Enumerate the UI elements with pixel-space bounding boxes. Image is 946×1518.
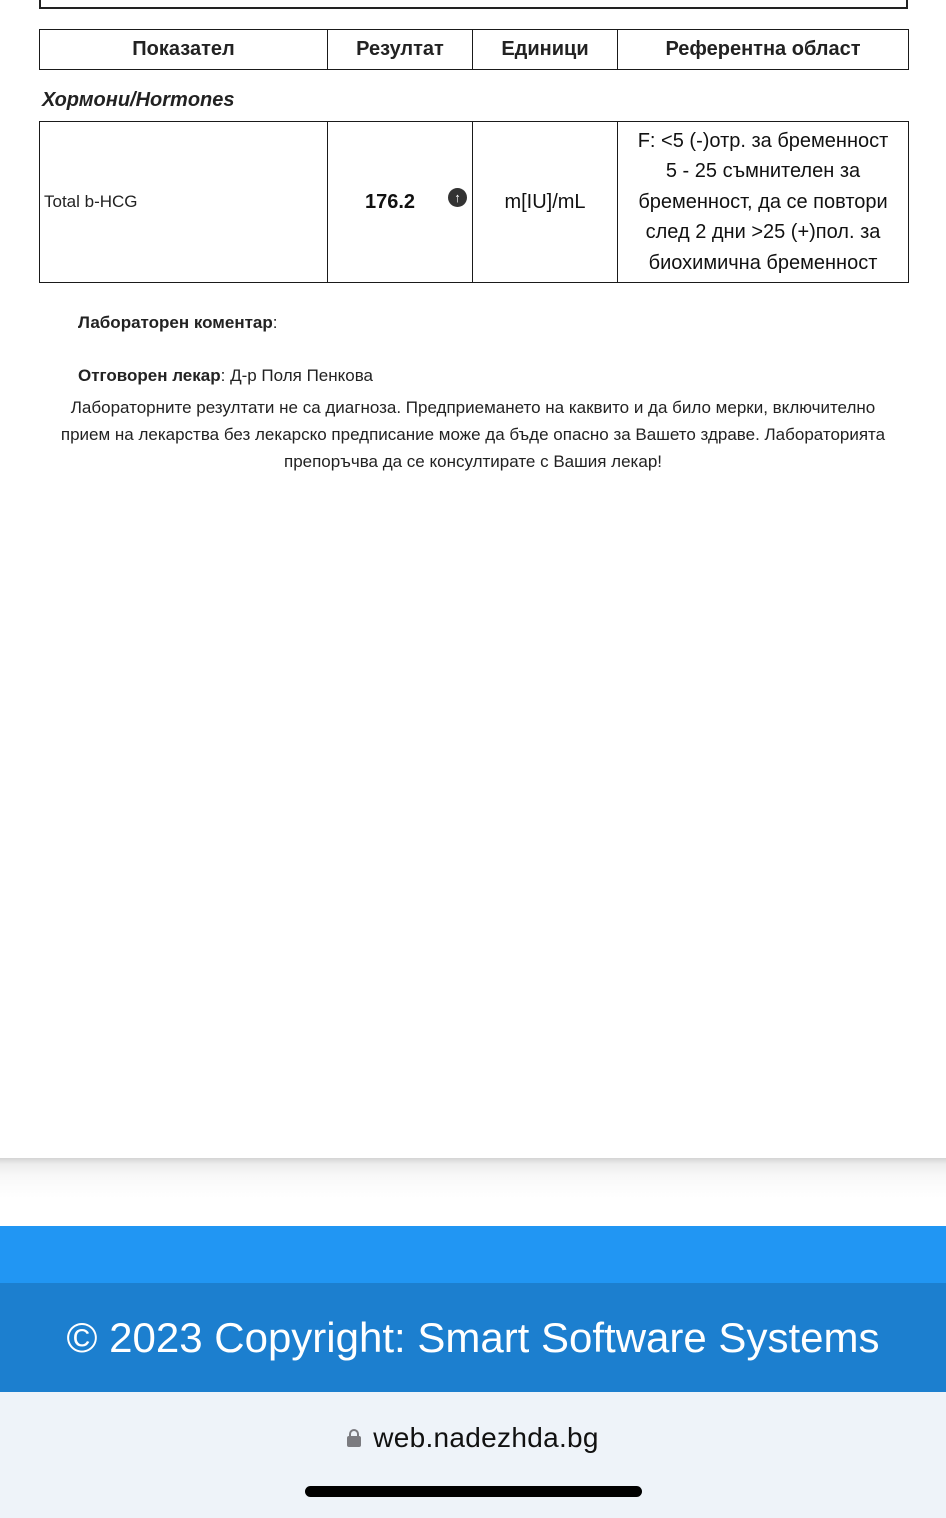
reference-line: бременност, да се повтори [638, 190, 888, 213]
reference-line: след 2 дни >25 (+)пол. за [645, 221, 881, 244]
results-header-table [39, 29, 909, 70]
reference-line: биохимична бременност [648, 251, 878, 274]
footer-band [0, 1226, 946, 1283]
reference-range [618, 122, 909, 283]
section-title: Хормони/Hormones [42, 89, 235, 111]
indicator-name: Total b-HCG [40, 122, 328, 283]
header-indicator: Показател [40, 30, 328, 70]
result-value: 176.2 [364, 190, 416, 213]
previous-table-bottom [39, 0, 908, 9]
lab-comment: Лабораторен коментар: [78, 313, 278, 332]
arrow-up-icon: ↑ [448, 188, 467, 207]
url-text[interactable]: web.nadezhda.bg [373, 1422, 599, 1453]
units: m[IU]/mL [473, 122, 618, 283]
disclaimer: Лабораторните резултати не са диагноза. Предприемането на каквито и да било мерки, включително прием на лекарства без лекарско предписание може да бъде опасно за Вашето здраве. Лабораторията препоръчва да се консултирате с Вашия лекар! [60, 398, 886, 471]
lock-icon [347, 1429, 361, 1447]
responsible-doctor: Отговорен лекар: Д-р Поля Пенкова [78, 366, 374, 385]
url-field[interactable] [0, 1420, 946, 1456]
doctor-label: Отговорен лекар [78, 366, 221, 385]
lab-comment-label: Лабораторен коментар [78, 313, 273, 332]
results-table [39, 121, 909, 283]
doctor-name: Д-р Поля Пенкова [230, 366, 374, 385]
reference-line: 5 - 25 съмнителен за [665, 160, 861, 183]
footer-copyright: © 2023 Copyright: Smart Software Systems [0, 1283, 946, 1392]
reference-line: F: <5 (-)отр. за бременност [637, 129, 889, 152]
header-reference: Референтна област [618, 30, 909, 70]
home-indicator[interactable] [305, 1486, 642, 1497]
header-units: Единици [473, 30, 618, 70]
table-row [40, 122, 909, 283]
header-result: Резултат [328, 30, 473, 70]
result-cell [328, 122, 473, 283]
sheet-shadow [0, 1158, 946, 1226]
browser-address-bar[interactable] [0, 1392, 946, 1518]
